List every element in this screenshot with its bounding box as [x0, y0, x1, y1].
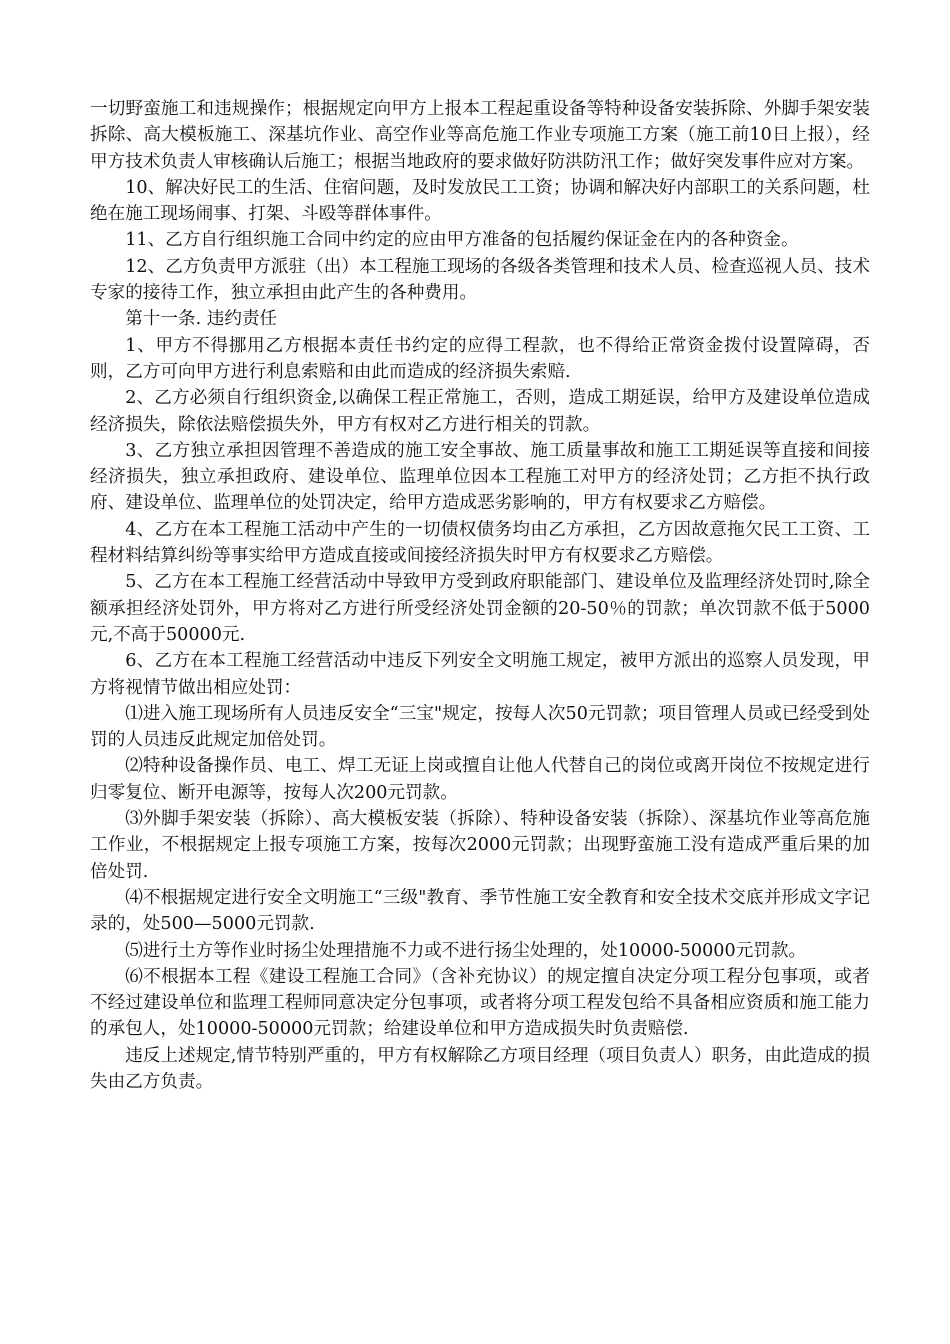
paragraph-subitem-5: ⑸进行土方等作业时扬尘处理措施不力或不进行扬尘处理的，处10000-50000元罚款。 — [125, 940, 807, 961]
document-page — [90, 96, 870, 1095]
paragraph-clause-2: 2、乙方必须自行组织资金,以确保工程正常施工，否则，造成工期延误，给甲方及建设单位造成经济损失，除依法赔偿损失外，甲方有权对乙方进行相关的罚款。 — [90, 388, 870, 435]
paragraph-closing: 违反上述规定,情节特别严重的，甲方有权解除乙方项目经理（项目负责人）职务，由此造成的损失由乙方负责。 — [90, 1045, 870, 1092]
paragraph-item-11: 11、乙方自行组织施工合同中约定的应由甲方准备的包括履约保证金在内的各种资金。 — [125, 230, 799, 251]
paragraph-clause-6: 6、乙方在本工程施工经营活动中违反下列安全文明施工规定，被甲方派出的巡察人员发现，甲方将视情节做出相应处罚： — [90, 651, 870, 698]
paragraph-continuation: 一切野蛮施工和违规操作；根据规定向甲方上报本工程起重设备等特种设备安装拆除、外脚手架安装拆除、高大模板施工、深基坑作业、高空作业等高危施工作业专项施工方案（施工前10日上报），经甲方技术负责人审核确认后施工；根据当地政府的要求做好防洪防汛工作；做好突发事件应对方案。 — [90, 99, 870, 172]
paragraph-clause-3: 3、乙方独立承担因管理不善造成的施工安全事故、施工质量事故和施工工期延误等直接和间接经济损失，独立承担政府、建设单位、监理单位因本工程施工对甲方的经济处罚；乙方拒不执行政府、建设单位、监理单位的处罚决定，给甲方造成恶劣影响的，甲方有权要求乙方赔偿。 — [90, 440, 870, 514]
paragraph-clause-4: 4、乙方在本工程施工活动中产生的一切债权债务均由乙方承担，乙方因故意拖欠民工工资、工程材料结算纠纷等事实给甲方造成直接或间接经济损失时甲方有权要求乙方赔偿。 — [90, 519, 870, 567]
paragraph-subitem-2: ⑵特种设备操作员、电工、焊工无证上岗或擅自让他人代替自己的岗位或离开岗位不按规定进行归零复位、断开电源等，按每人次200元罚款。 — [90, 756, 870, 803]
paragraph-clause-1: 1、甲方不得挪用乙方根据本责任书约定的应得工程款，也不得给正常资金拨付设置障碍，否则，乙方可向甲方进行利息索赔和由此而造成的经济损失索赔. — [90, 335, 870, 382]
paragraph-subitem-1: ⑴进入施工现场所有人员违反安全“三宝"规定，按每人次50元罚款；项目管理人员或已经受到处罚的人员违反此规定加倍处罚。 — [90, 703, 870, 751]
section-heading-article-11: 第十一条. 违约责任 — [125, 309, 278, 330]
paragraph-subitem-6: ⑹不根据本工程《建设工程施工合同》（含补充协议）的规定擅自决定分项工程分包事项，或者不经过建设单位和监理工程师同意决定分包事项，或者将分项工程发包给不具备相应资质和施工能力的承包人，处10000-50000元罚款；给建设单位和甲方造成损失时负责赔偿. — [90, 966, 870, 1040]
paragraph-subitem-3: ⑶外脚手架安装（拆除）、高大模板安装（拆除）、特种设备安装（拆除）、深基坑作业等高危施工作业，不根据规定上报专项施工方案，按每次2000元罚款；出现野蛮施工没有造成严重后果的加倍处罚. — [90, 809, 870, 882]
paragraph-item-10: 10、解决好民工的生活、住宿问题，及时发放民工工资；协调和解决好内部职工的关系问题，杜绝在施工现场闹事、打架、斗殴等群体事件。 — [90, 177, 870, 225]
paragraph-subitem-4: ⑷不根据规定进行安全文明施工“三级"教育、季节性施工安全教育和安全技术交底并形成文字记录的，处500—5000元罚款. — [90, 887, 870, 935]
paragraph-item-12: 12、乙方负责甲方派驻（出）本工程施工现场的各级各类管理和技术人员、检查巡视人员、技术专家的接待工作，独立承担由此产生的各种费用。 — [90, 256, 870, 304]
paragraph-clause-5: 5、乙方在本工程施工经营活动中导致甲方受到政府职能部门、建设单位及监理经济处罚时,除全额承担经济处罚外，甲方将对乙方进行所受经济处罚金额的20-50％的罚款；单次罚款不低于5000元,不高于50000元. — [90, 572, 870, 645]
